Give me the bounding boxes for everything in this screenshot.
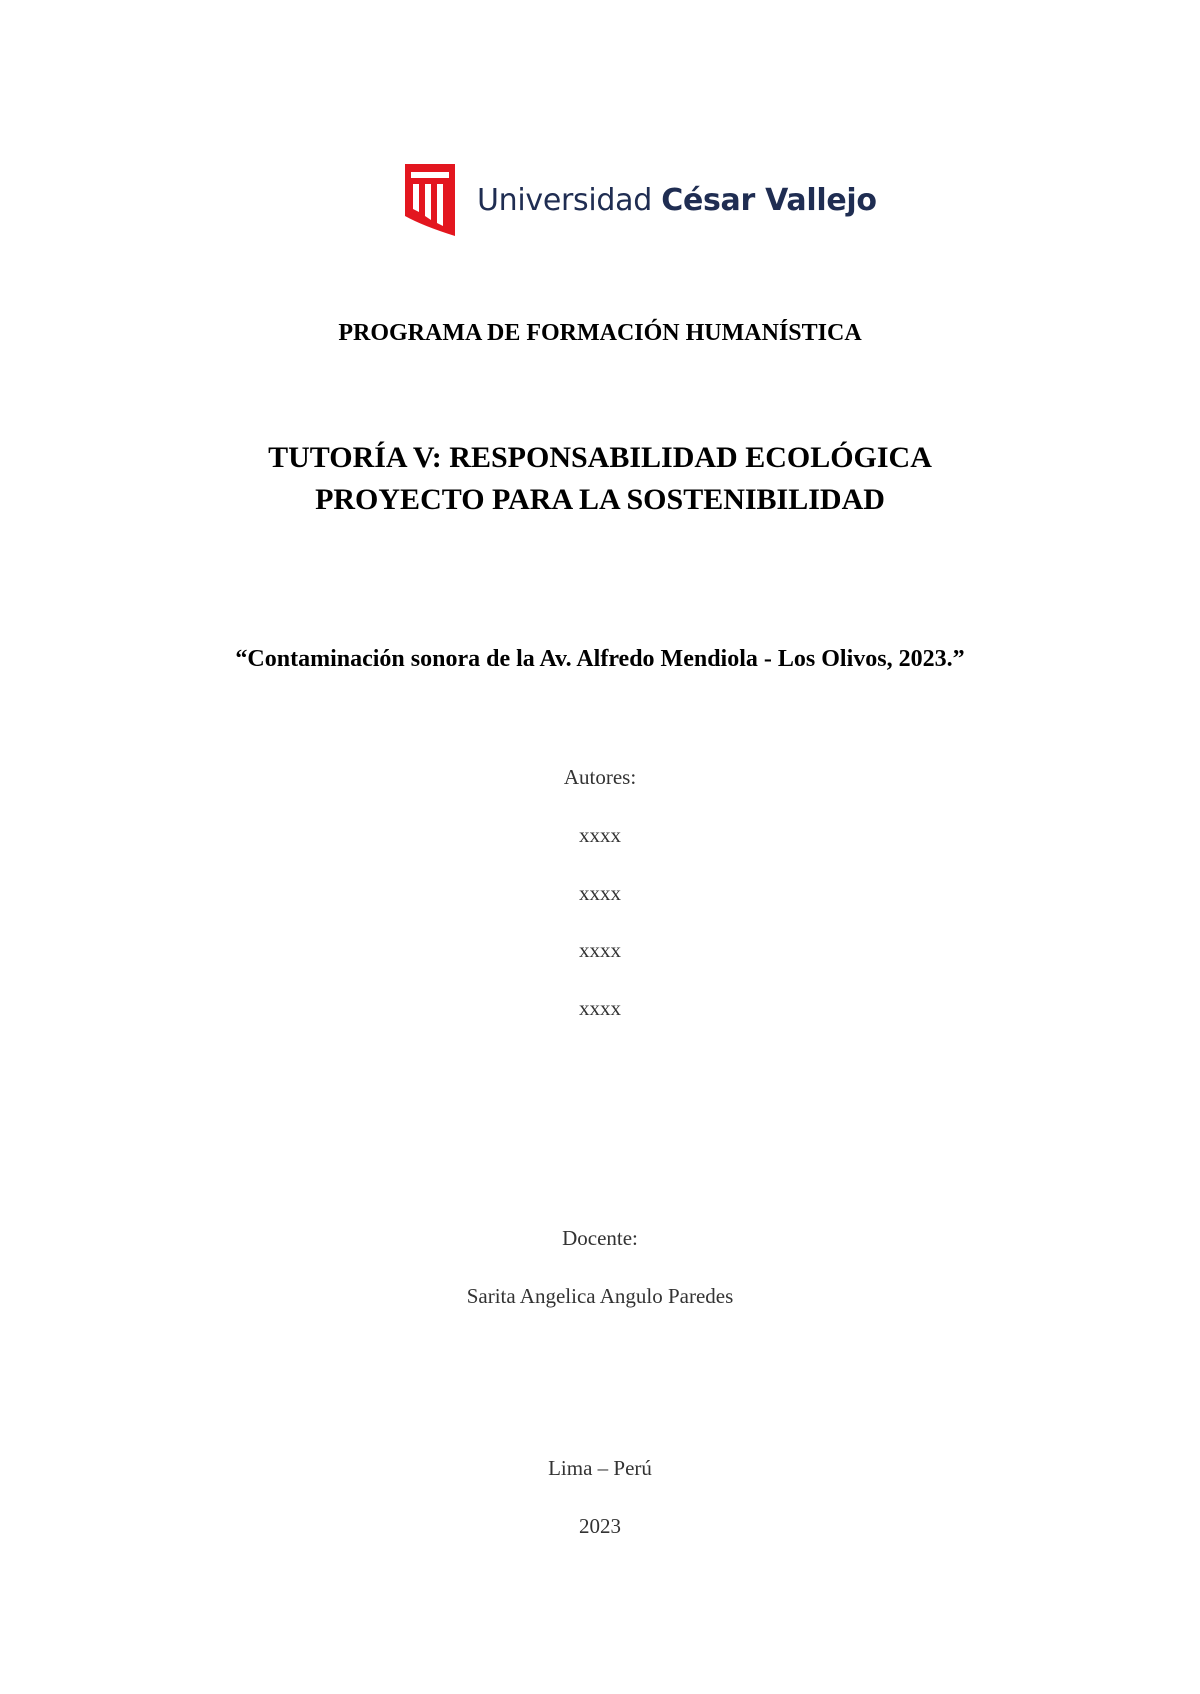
author-name: xxxx: [579, 823, 621, 847]
teacher-label: Docente:: [562, 1226, 638, 1250]
university-shield-icon: [405, 164, 455, 236]
university-name: [477, 183, 877, 218]
author-name: xxxx: [579, 996, 621, 1020]
university-name-bold: César Vallejo: [661, 182, 877, 218]
author-name: xxxx: [579, 881, 621, 905]
course-title-line-1: TUTORÍA V: RESPONSABILIDAD ECOLÓGICA: [268, 441, 932, 474]
place: Lima – Perú: [548, 1456, 652, 1480]
university-name-regular: Universidad: [477, 182, 662, 218]
author-name: xxxx: [579, 938, 621, 962]
year: 2023: [579, 1514, 621, 1538]
project-topic: “Contaminación sonora de la Av. Alfredo Mendiola - Los Olivos, 2023.”: [235, 646, 965, 672]
teacher-name: Sarita Angelica Angulo Paredes: [466, 1284, 734, 1308]
authors-label: Autores:: [563, 765, 637, 789]
university-logo: [405, 164, 877, 236]
program-title: PROGRAMA DE FORMACIÓN HUMANÍSTICA: [338, 320, 862, 346]
course-title-line-2: PROYECTO PARA LA SOSTENIBILIDAD: [315, 483, 885, 516]
